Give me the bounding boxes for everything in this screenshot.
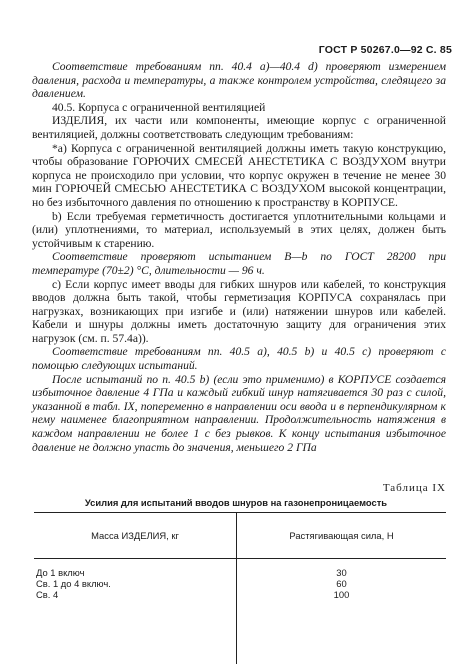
page-header: ГОСТ Р 50267.0—92 С. 85 <box>318 44 452 56</box>
table-cell-force: 100 <box>333 589 350 600</box>
paragraph-compliance-40-4: Соответствие требованиям пп. 40.4 а)—40.4 d) проверяют измерением давления, расхода и температуры, а также контролем устройства, следящего за давлением. <box>32 60 446 101</box>
paragraph-compliance-tests: Соответствие требованиям пп. 40.5 а), 40.5 b) и 40.5 с) проверяют с помощью следующих испытаний. <box>32 345 446 373</box>
table-cell-mass: Св. 4 <box>34 589 237 600</box>
paragraph-requirements: ИЗДЕЛИЯ, их части или компоненты, имеющие корпус с ограниченной вентиляцией, должны соответствовать следующим требованиям: <box>32 114 446 141</box>
table-caption: Усилия для испытаний вводов шнуров на газонепроницаемость <box>84 497 388 508</box>
paragraph-item-c: с) Если корпус имеет вводы для гибких шнуров или кабелей, то конструкция вводов должна быть такой, чтобы герметизация КОРПУСА сохранялась при нагрузках, возникающих при изгибе и (или) натяжении шнуров или кабелей. Кабели и шнуры должны иметь достаточную защиту для ограничения этих нагрузок (см. п. 57.4а)). <box>32 277 446 345</box>
table-cell-mass: Св. 1 до 4 включ. <box>34 578 237 589</box>
table-header-row <box>34 513 446 559</box>
column-header-mass: Масса ИЗДЕЛИЯ, кг <box>34 513 237 559</box>
table-row <box>34 589 446 600</box>
force-table <box>34 512 446 664</box>
paragraph-item-a: *а) Корпуса с ограниченной вентиляцией должны иметь такую конструкцию, чтобы образование ГОРЮЧИХ СМЕСЕЙ АНЕСТЕТИКА С ВОЗДУХОМ внутри корпуса не происходило при условии, что корпус окружен в течение не менее 30 мин ГОРЮЧЕЙ СМЕСЬЮ АНЕСТЕТИКА С ВОЗДУХОМ высокой концентрации, но без избыточного давления по отношению к пространству в КОРПУСЕ. <box>32 141 446 209</box>
table-label: Таблица IX <box>382 482 446 494</box>
table-cell-mass: До 1 включ <box>34 559 237 579</box>
table-cell-force: 60 <box>336 578 347 589</box>
table-row <box>34 559 446 579</box>
table-cell-spacer <box>237 600 447 664</box>
body-text <box>32 60 446 454</box>
column-header-force: Растягивающая сила, Н <box>237 513 447 559</box>
table-cell-spacer <box>34 600 237 664</box>
paragraph-test-procedure: После испытаний по п. 40.5 b) (если это применимо) в КОРПУСЕ создается избыточное давление 4 ГПа и каждый гибкий шнур натягивается 30 раз с силой, указанной в табл. IX, попеременно в направлении оси ввода и в перпендикулярном к нему наименее благоприятном направлении. Продолжительность натяжения в каждом направлении не более 1 с без рывков. К концу испытания избыточное давление не должно упасть до значения, меньшего 2 ГПа <box>32 372 446 454</box>
paragraph-item-b: b) Если требуемая герметичность достигается уплотнительными кольцами и (или) уплотнениями, то материал, используемый в этих целях, должен быть устойчивым к старению. <box>32 209 446 250</box>
table-cell-force: 30 <box>336 567 347 578</box>
table-row <box>34 578 446 589</box>
paragraph-compliance-test-b: Соответствие проверяют испытанием B—b по ГОСТ 28200 при температуре (70±2) °С, длительности — 96 ч. <box>32 250 446 277</box>
table-spacer-row <box>34 600 446 664</box>
section-heading-40-5: 40.5. Корпуса с ограниченной вентиляцией <box>52 100 266 114</box>
